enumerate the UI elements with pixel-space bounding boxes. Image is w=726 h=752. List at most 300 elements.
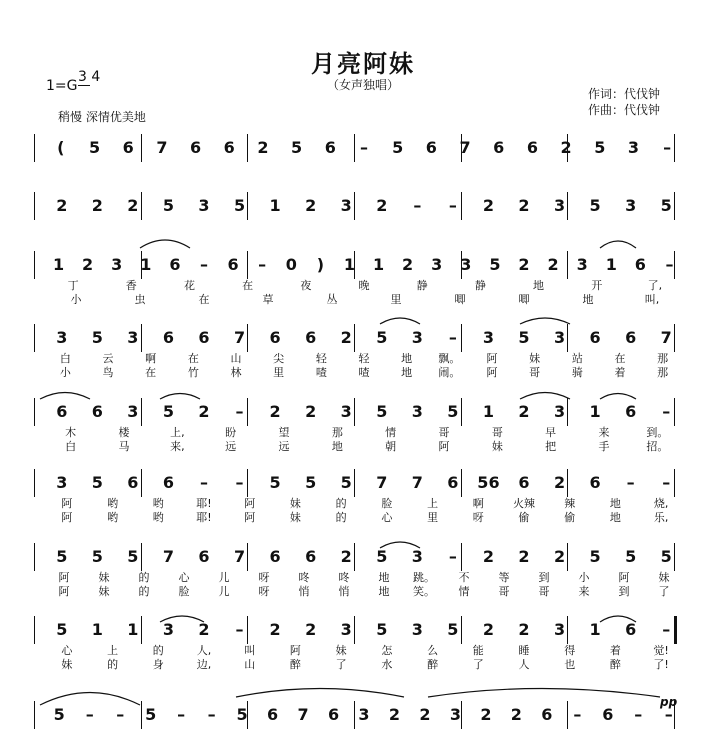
dynamic-marking: pp — [660, 695, 678, 709]
score-note: 5 — [660, 547, 672, 566]
lyric-syllable: 哥 — [529, 366, 541, 379]
barline — [461, 543, 462, 571]
score-note: 3 — [553, 328, 566, 347]
lyric-syllable: 了 — [472, 658, 484, 671]
key-signature: 1=G — [46, 78, 78, 94]
score-note: 3 — [340, 196, 352, 215]
score-note: 5 — [127, 547, 139, 566]
score-note: 6 — [625, 328, 637, 347]
score-note: – — [663, 138, 672, 157]
lyric-syllable: 木 — [65, 426, 77, 439]
score-note: – — [413, 196, 422, 215]
lyric-syllable: 虫 — [134, 293, 146, 306]
score-note: 2 — [402, 255, 414, 274]
lyric-syllable: 上 — [107, 644, 119, 657]
page-subtitle: （女声独唱） — [326, 78, 399, 92]
score-note: 2 — [82, 255, 94, 274]
lyric-syllable: 在 — [242, 279, 254, 292]
lyric-syllable: 尖 — [273, 352, 285, 365]
lyric-syllable: 白 — [65, 440, 77, 453]
lyric-syllable: 那 — [657, 366, 669, 379]
score-note: 6 — [122, 138, 134, 157]
score-note: 6 — [269, 547, 281, 566]
lyric-syllable: 骑 — [571, 366, 583, 379]
score-note: 3 — [576, 255, 588, 274]
barline — [34, 134, 35, 162]
lyric-syllable: 笑。 — [413, 585, 435, 598]
barline — [567, 701, 568, 729]
score-note: 6 — [493, 138, 505, 157]
score-note: 5 — [392, 138, 404, 157]
score-note: – — [448, 328, 457, 347]
lyric-syllable: 妹 — [98, 571, 110, 584]
slur — [520, 393, 570, 400]
score-note: – — [235, 402, 244, 421]
barline — [247, 543, 248, 571]
lyric-syllable: 地 — [401, 366, 413, 379]
lyric-syllable: 那 — [331, 426, 343, 439]
page-title: 月亮阿妹 — [311, 50, 415, 78]
lyric-syllable: 呀 — [258, 585, 270, 598]
score-note: 2 — [419, 705, 431, 724]
score-note: – — [207, 705, 216, 724]
lyric-syllable: 叫, — [644, 293, 660, 306]
lyric-syllable: 地 — [609, 497, 621, 510]
lyric-syllable: 哥 — [538, 585, 550, 598]
lyric-syllable: 山 — [230, 352, 242, 365]
score-note: 7 — [376, 473, 388, 492]
score-note: – — [573, 705, 582, 724]
barline — [247, 134, 248, 162]
score-note: 2 — [269, 620, 281, 639]
score-note: – — [200, 255, 208, 274]
lyric-syllable: 站 — [571, 352, 583, 365]
lyric-syllable: 里 — [273, 366, 285, 379]
score-note: 6 — [56, 402, 68, 421]
score-note: 6 — [589, 328, 601, 347]
lyric-syllable: 远 — [225, 440, 237, 453]
barline — [34, 469, 35, 497]
score-note: 7 — [162, 547, 175, 566]
barline — [354, 192, 355, 220]
lyric-syllable: 云 — [102, 352, 114, 365]
lyric-syllable: 啊 — [472, 497, 484, 510]
score-note: 6 — [447, 473, 459, 492]
score-note: ( — [57, 138, 65, 157]
lyric-syllable: 到 — [618, 585, 630, 598]
lyric-syllable: 妹 — [289, 511, 301, 524]
score-note: 5 — [594, 138, 606, 157]
score-note: 2 — [305, 196, 317, 215]
lyric-syllable: 丁 — [67, 279, 79, 292]
score-note: – — [665, 255, 674, 274]
score-note: 6 — [305, 328, 317, 347]
lyric-syllable: 耶! — [196, 497, 212, 510]
score-note: 5 — [145, 705, 157, 724]
score-note: 5 — [56, 547, 68, 566]
lyric-syllable: 里 — [390, 293, 402, 306]
lyric-syllable: 阿 — [486, 352, 498, 365]
lyric-syllable: 火辣 — [513, 497, 535, 510]
lyric-syllable: 哥 — [491, 426, 503, 439]
score-note: 5 — [625, 547, 637, 566]
lyric-syllable: 到 — [538, 571, 550, 584]
lyric-syllable: 阿 — [618, 571, 630, 584]
barline — [247, 324, 248, 352]
lyric-syllable: 哟 — [152, 511, 164, 524]
slur — [236, 689, 404, 698]
score-note: 6 — [198, 328, 210, 347]
lyric-syllable: 晚 — [358, 279, 370, 292]
barline — [674, 616, 677, 644]
score-note: 6 — [223, 138, 235, 157]
lyric-syllable: 了, — [647, 279, 663, 292]
barline — [354, 616, 355, 644]
lyric-syllable: 了 — [658, 585, 670, 598]
lyric-syllable: 偷 — [518, 511, 530, 524]
barline — [354, 469, 355, 497]
lyric-syllable: 小 — [70, 293, 82, 306]
lyric-syllable: 花 — [183, 279, 195, 292]
score-note: 1 — [589, 402, 601, 421]
score-note: – — [626, 473, 635, 492]
lyric-syllable: 飘。 — [438, 352, 461, 365]
lyric-syllable: 睡 — [518, 644, 530, 657]
slur — [520, 318, 570, 324]
score-note: 6 — [190, 138, 202, 157]
score-note: – — [116, 705, 125, 724]
score-note: 2 — [340, 547, 352, 566]
lyric-syllable: 地 — [378, 585, 390, 598]
score-note: 3 — [340, 620, 352, 639]
lyric-syllable: 情 — [385, 426, 397, 439]
barline — [141, 616, 142, 644]
score-note: 5 — [91, 547, 103, 566]
score-note: 3 — [411, 620, 423, 639]
barline — [141, 134, 142, 162]
barline — [461, 616, 462, 644]
lyric-syllable: 手 — [598, 440, 610, 453]
barline — [354, 324, 355, 352]
score-note: 2 — [482, 196, 495, 215]
score-note: 3 — [553, 402, 566, 421]
lyric-syllable: 哟 — [107, 497, 119, 510]
lyric-syllable: 妹 — [98, 585, 110, 598]
score-note: 1 — [343, 255, 356, 274]
score-note: 0 — [285, 255, 297, 274]
lyric-syllable: 喳 — [358, 366, 370, 379]
barline — [674, 134, 675, 162]
lyric-syllable: 的 — [152, 644, 164, 657]
lyric-syllable: 偷 — [564, 511, 576, 524]
score-note: 3 — [358, 705, 370, 724]
score-note: 5 — [88, 138, 101, 157]
score-note: – — [634, 705, 643, 724]
score-note: 1 — [482, 402, 495, 421]
lyric-syllable: 妹 — [529, 352, 541, 365]
score-note: – — [235, 620, 244, 639]
barline — [34, 543, 35, 571]
time-signature — [78, 69, 101, 85]
score-note: 5 — [91, 328, 103, 347]
score-note: – — [662, 620, 671, 639]
lyric-syllable: 妹 — [289, 497, 301, 510]
barline — [674, 543, 675, 571]
score-note: – — [662, 473, 671, 492]
lyric-syllable: 阿 — [58, 585, 70, 598]
score-note: 6 — [589, 473, 601, 492]
lyric-syllable: 阿 — [244, 511, 256, 524]
barline — [34, 324, 35, 352]
score-note: 6 — [327, 705, 340, 724]
score-note: 6 — [162, 473, 175, 492]
lyric-syllable: 小 — [59, 366, 71, 379]
score-note: – — [664, 705, 673, 724]
lyric-syllable: 的 — [138, 585, 150, 598]
score-note: 2 — [269, 402, 281, 421]
lyric-syllable: 辣 — [564, 497, 576, 510]
score-note: 5 — [589, 196, 601, 215]
score-note: 6 — [625, 402, 637, 421]
barline — [34, 701, 35, 729]
lyric-syllable: 跳。 — [413, 571, 435, 584]
lyric-syllable: 悄 — [338, 585, 350, 598]
score-note: 5 — [53, 705, 65, 724]
score-note: 1 — [605, 255, 617, 274]
barline — [674, 469, 675, 497]
lyric-syllable: 乐, — [653, 511, 669, 524]
score-note: 6 — [227, 255, 239, 274]
score-note: 6 — [541, 705, 553, 724]
lyric-syllable: 人 — [518, 658, 530, 671]
lyric-syllable: 么 — [427, 644, 439, 657]
lyric-syllable: 香 — [125, 279, 137, 292]
lyric-syllable: 招。 — [646, 440, 669, 453]
score-note: 5 — [233, 196, 246, 215]
lyric-syllable: 醉 — [427, 658, 439, 671]
barline — [34, 398, 35, 426]
lyric-syllable: 楼 — [118, 426, 130, 439]
score-note: 5 — [376, 328, 388, 347]
credits — [588, 86, 660, 118]
score-note: 5 — [489, 255, 501, 274]
barline — [461, 324, 462, 352]
barline — [247, 251, 248, 279]
lyric-syllable: 远 — [278, 440, 290, 453]
barline — [141, 398, 142, 426]
score-note: 2 — [560, 138, 572, 157]
score-note: 5 — [589, 547, 601, 566]
lyric-syllable: 地 — [609, 511, 621, 524]
lyric-syllable: 早 — [545, 426, 557, 439]
slur — [40, 393, 90, 400]
lyric-syllable: 等 — [498, 571, 510, 584]
lyric-syllable: 阿 — [438, 440, 450, 453]
barline — [354, 543, 355, 571]
score-note: 3 — [482, 328, 495, 347]
lyric-syllable: 开 — [591, 279, 603, 292]
score-note: 3 — [627, 138, 640, 157]
lyric-syllable: 呀 — [258, 571, 270, 584]
barline — [674, 192, 675, 220]
score-note: 1 — [372, 255, 385, 274]
score-note: 1 — [91, 620, 103, 639]
tempo-marking: 稍慢 深情优美地 — [58, 110, 146, 124]
lyric-syllable: 烧, — [653, 497, 669, 510]
lyric-syllable: 呀 — [472, 511, 484, 524]
lyric-syllable: 阿 — [486, 366, 498, 379]
barline — [141, 543, 142, 571]
lyric-syllable: 叫 — [244, 644, 256, 657]
score-note: ) — [316, 255, 325, 274]
lyric-syllable: 哥 — [498, 585, 510, 598]
lyric-syllable: 心 — [61, 644, 73, 657]
score-note: 7 — [411, 473, 423, 492]
lyric-syllable: 上 — [427, 497, 439, 510]
score-note: 2 — [305, 402, 317, 421]
slur — [40, 693, 140, 706]
lyric-syllable: 的 — [335, 497, 347, 510]
barline — [141, 701, 142, 729]
score-note: 3 — [56, 328, 68, 347]
score-note: 2 — [518, 402, 530, 421]
lyric-syllable: 盼 — [225, 426, 237, 439]
score-note: 7 — [156, 138, 168, 157]
score-note: 7 — [233, 328, 246, 347]
lyric-syllable: 阿 — [61, 511, 73, 524]
lyric-syllable: 能 — [472, 644, 484, 657]
score-note: 2 — [480, 705, 492, 724]
barline — [354, 134, 355, 162]
score-note: 2 — [553, 547, 566, 566]
score-note: 2 — [482, 620, 495, 639]
lyric-syllable: 妹 — [61, 658, 73, 671]
score-note: 6 — [425, 138, 437, 157]
lyric-syllable: 地 — [378, 571, 390, 584]
score-note: 2 — [510, 705, 522, 724]
lyric-syllable: 小 — [578, 571, 590, 584]
lyric-syllable: 啊 — [145, 352, 157, 365]
barline — [567, 616, 568, 644]
lyric-syllable: 地 — [401, 352, 413, 365]
score-note: 3 — [431, 255, 443, 274]
barline — [247, 616, 248, 644]
score-note: – — [177, 705, 186, 724]
lyric-syllable: 的 — [107, 658, 119, 671]
score-note: 2 — [553, 473, 566, 492]
score-note: 2 — [91, 196, 103, 215]
lyric-syllable: 阿 — [244, 497, 256, 510]
lyric-syllable: 在 — [187, 352, 199, 365]
lyric-syllable: 朝 — [385, 440, 397, 453]
barline — [674, 251, 675, 279]
lyric-syllable: 地 — [582, 293, 594, 306]
barline — [34, 616, 35, 644]
barline — [567, 543, 568, 571]
score-note: 5 — [291, 138, 303, 157]
score-note: 5 — [269, 473, 281, 492]
lyric-syllable: 望 — [278, 426, 290, 439]
score-note: 2 — [482, 547, 495, 566]
score-note: 5 — [447, 620, 459, 639]
lyric-syllable: 悄 — [298, 585, 310, 598]
score-note: 6 — [127, 473, 139, 492]
lyric-syllable: 着 — [609, 644, 621, 657]
score-note: 5 — [91, 473, 103, 492]
slur — [160, 394, 200, 400]
barline — [34, 192, 35, 220]
lyric-syllable: 怎 — [381, 644, 393, 657]
lyric-syllable: 身 — [152, 658, 164, 671]
lyric-syllable: 脸 — [381, 497, 393, 510]
lyric-syllable: 林 — [230, 366, 242, 379]
lyric-syllable: 哥 — [438, 426, 450, 439]
score-note: 3 — [625, 196, 637, 215]
score-note: 7 — [233, 547, 246, 566]
lyric-syllable: 在 — [614, 352, 626, 365]
lyric-syllable: 山 — [244, 658, 256, 671]
score-note: 2 — [518, 547, 530, 566]
barline — [674, 324, 675, 352]
lyricist: 作词：代伐钟 — [588, 87, 661, 101]
score-note: 6 — [169, 255, 181, 274]
lyric-syllable: 情 — [458, 585, 470, 598]
lyric-syllable: 在 — [198, 293, 210, 306]
lyric-syllable: 闹。 — [438, 366, 461, 379]
lyric-syllable: 唧 — [454, 293, 466, 306]
score-note: 5 — [376, 547, 388, 566]
score-note: 2 — [518, 620, 530, 639]
lyric-syllable: 里 — [427, 511, 439, 524]
score-note: 3 — [56, 473, 68, 492]
slur — [428, 689, 660, 698]
lyric-syllable: 也 — [564, 658, 576, 671]
slur — [600, 241, 636, 248]
score-note: 2 — [56, 196, 68, 215]
barline — [567, 469, 568, 497]
composer: 作曲：代伐钟 — [588, 103, 661, 117]
lyric-syllable: 白 — [59, 352, 71, 365]
lyric-syllable: 得 — [564, 644, 576, 657]
lyric-syllable: 竹 — [187, 366, 199, 379]
score-note: 2 — [305, 620, 317, 639]
lyric-syllable: 上, — [170, 426, 185, 439]
score-note: 5 — [162, 196, 175, 215]
score-note: 3 — [460, 255, 472, 274]
score-note: 2 — [518, 196, 530, 215]
lyric-syllable: 哟 — [107, 511, 119, 524]
score-note: 1 — [52, 255, 65, 274]
score-note: 3 — [411, 547, 423, 566]
time-top: 3 — [78, 69, 87, 85]
score-note: 5 — [56, 620, 68, 639]
score-note: – — [448, 196, 457, 215]
lyric-syllable: 来 — [598, 426, 610, 439]
score-note: 5 — [660, 196, 672, 215]
score-note: 7 — [297, 705, 309, 724]
lyric-syllable: 着 — [614, 366, 626, 379]
lyric-syllable: 夜 — [300, 279, 312, 292]
lyric-syllable: 那 — [657, 352, 669, 365]
score-note: – — [258, 255, 267, 274]
score-note: 2 — [376, 196, 388, 215]
barline — [567, 324, 568, 352]
lyric-syllable: 地 — [331, 440, 343, 453]
lyric-syllable: 妹 — [335, 644, 347, 657]
score-note: 5 — [305, 473, 317, 492]
score-note: 6 — [305, 547, 317, 566]
lyric-syllable: 到。 — [646, 426, 669, 439]
